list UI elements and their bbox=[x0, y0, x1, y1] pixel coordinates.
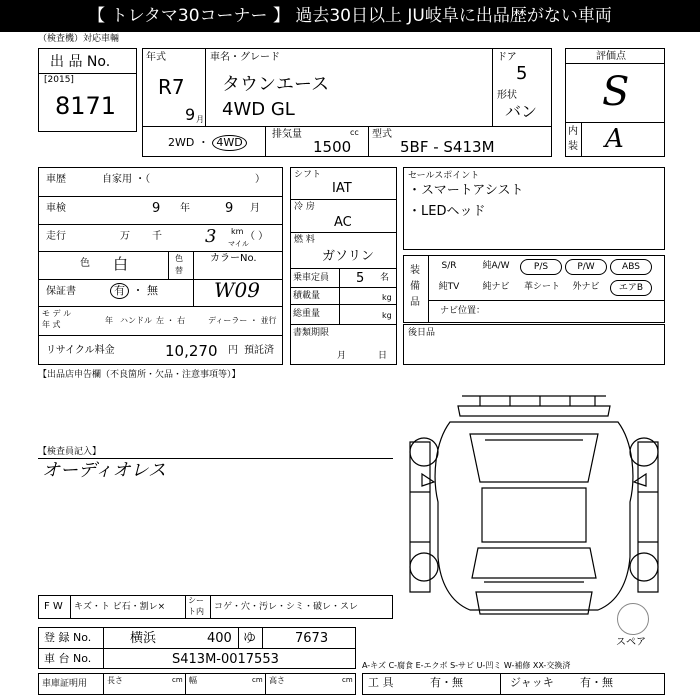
plate-number: 7673 bbox=[295, 631, 329, 646]
model-year-label-1: モ デ ル bbox=[42, 309, 72, 318]
vehicle-cert-length-cm: cm bbox=[172, 676, 183, 684]
recycle-value: 10,270 bbox=[165, 342, 218, 360]
model-year-left-right: 左 ・ 右 bbox=[156, 316, 186, 325]
report-header: 【出品店申告欄（不良箇所・欠品・注意事項等）】 bbox=[38, 370, 241, 380]
gross-unit: kg bbox=[382, 311, 392, 320]
shape-label: 形状 bbox=[497, 90, 517, 101]
equip-airbag: エアB bbox=[610, 280, 652, 296]
equip-genuine-navi: 純ナビ bbox=[482, 282, 510, 292]
subtitle: （検査機）対応車輛 bbox=[38, 34, 120, 44]
score-label: 評価点 bbox=[596, 51, 626, 62]
banner-text: 【 トレタマ30コーナー 】 過去30日以上 JU岐阜に出品歴がない車両 bbox=[88, 6, 612, 26]
plate-class: 400 bbox=[207, 631, 232, 646]
fuel-label: 燃 料 bbox=[294, 235, 315, 245]
mileage-paren: （ ） bbox=[245, 231, 269, 242]
aircon-value: AC bbox=[334, 215, 352, 230]
gross-label: 総重量 bbox=[293, 309, 321, 319]
interior-value: A bbox=[605, 124, 624, 154]
mileage-sen: 千 bbox=[152, 231, 162, 242]
shift-value: IAT bbox=[332, 181, 352, 196]
deadline-month: 月 bbox=[337, 351, 347, 361]
chassis-label: 車 台 No. bbox=[44, 652, 92, 665]
deadline-day: 日 bbox=[378, 351, 388, 361]
warranty-sep: ・ bbox=[132, 284, 144, 297]
shape-value: バン bbox=[505, 102, 538, 121]
warranty-yes: 有 bbox=[110, 283, 129, 299]
vehicle-cert-width: 幅 bbox=[189, 676, 197, 685]
mileage-unit-mile: マイル bbox=[228, 240, 249, 248]
lot-number: 8171 bbox=[55, 92, 117, 120]
history-label: 車歴 bbox=[46, 174, 66, 185]
equipment-label-1: 装 bbox=[410, 265, 420, 276]
vehicle-cert-length: 長さ bbox=[107, 676, 123, 685]
recycle-unit: 円 bbox=[228, 345, 238, 356]
history-value: 自家用 ・（ bbox=[102, 174, 151, 185]
deadline-label: 書類期限 bbox=[293, 328, 330, 338]
year-month-unit: 月 bbox=[196, 115, 204, 124]
inspection-year: 9 bbox=[152, 201, 161, 216]
model-code-label: 型式 bbox=[372, 129, 392, 140]
car-model: タウンエース bbox=[222, 74, 330, 95]
recycle-note: 預託済 bbox=[244, 345, 274, 356]
drive-row bbox=[168, 135, 247, 151]
equip-leather-seat: 革シート bbox=[523, 282, 560, 292]
vehicle-cert-height-cm: cm bbox=[342, 676, 353, 684]
equip-power-steering: P/S bbox=[520, 259, 562, 275]
inspection-label: 車検 bbox=[46, 203, 66, 214]
selling-point-2: ・LEDヘッド bbox=[408, 204, 486, 219]
fuel-value: ガソリン bbox=[322, 249, 375, 264]
arrival-label: 後日品 bbox=[408, 328, 436, 338]
capacity-label: 乗車定員 bbox=[293, 273, 330, 283]
warranty-label: 保証書 bbox=[46, 286, 76, 297]
chassis-value: S413M-0017553 bbox=[172, 652, 279, 667]
plate-kana: ゆ bbox=[243, 631, 257, 646]
equip-power-window: P/W bbox=[565, 259, 607, 275]
inspection-month: 9 bbox=[225, 201, 234, 216]
inspector-label: 【検査員記入】 bbox=[38, 447, 102, 457]
inspection-month-unit: 月 bbox=[250, 203, 260, 214]
mileage-value: 3 bbox=[205, 226, 217, 247]
jack-value: 有・無 bbox=[580, 676, 613, 689]
interior-label-2: 装 bbox=[568, 141, 578, 152]
equip-navi-position: ナビ位置： bbox=[440, 306, 486, 316]
doors-value: 5 bbox=[516, 63, 528, 84]
codes-legend: A-キズ C-腐食 E-エクボ S-サビ U-凹ミ W-補修 XX-交換済 bbox=[362, 661, 571, 670]
load-label: 積載量 bbox=[293, 291, 321, 301]
capacity-value: 5 bbox=[356, 271, 365, 286]
equip-external-navi: 外ナビ bbox=[572, 282, 600, 292]
legend-seat-1: シー bbox=[188, 596, 204, 605]
mileage-unit-km: km bbox=[231, 227, 244, 236]
aircon-label: 冷 房 bbox=[294, 202, 315, 212]
selling-point-1: ・スマートアシスト bbox=[408, 183, 524, 198]
vehicle-cert-width-cm: cm bbox=[252, 676, 263, 684]
interior-label-1: 内 bbox=[568, 126, 578, 137]
capacity-unit: 名 bbox=[380, 273, 390, 283]
model-year-label-2: 年 式 bbox=[42, 320, 61, 329]
year-label: 年式 bbox=[146, 52, 166, 63]
vehicle-cert-height: 高さ bbox=[269, 676, 285, 685]
warranty-no: 無 bbox=[147, 284, 158, 297]
equipment-label-2: 備 bbox=[410, 281, 420, 292]
drive-4wd: 4WD bbox=[212, 135, 246, 151]
legend-seat-text: コゲ・穴・汚レ・シミ・破レ・スレ bbox=[214, 602, 359, 612]
selling-points-label: セールスポイント bbox=[408, 171, 480, 181]
arrival-box bbox=[403, 324, 665, 365]
displacement-value: 1500 bbox=[313, 138, 352, 156]
recycle-label: リサイクル料金 bbox=[46, 345, 115, 356]
lot-label: 出 品 No. bbox=[50, 54, 111, 70]
color-code-label: カラーNo. bbox=[210, 253, 257, 264]
score-value: S bbox=[602, 69, 630, 115]
equipment-label-3: 品 bbox=[410, 297, 420, 308]
drive-dot: ・ bbox=[197, 136, 209, 149]
color-change-2: 替 bbox=[175, 266, 183, 275]
vehicle-cert-label: 車庫証明用 bbox=[42, 679, 88, 689]
equip-genuine-tv: 純TV bbox=[438, 282, 460, 292]
lot-year-tag: [2015] bbox=[44, 75, 74, 85]
year-era: R7 bbox=[158, 75, 185, 99]
mileage-label: 走行 bbox=[46, 231, 66, 242]
doors-label: ドア bbox=[497, 52, 517, 63]
legend-fw: F W bbox=[44, 601, 63, 612]
mileage-man: 万 bbox=[120, 231, 130, 242]
tools-label: 工 具 bbox=[368, 676, 394, 689]
plate-label: 登 録 No. bbox=[44, 631, 92, 644]
jack-label: ジャッキ bbox=[510, 676, 554, 689]
drive-2wd: 2WD bbox=[168, 136, 195, 149]
car-diagram bbox=[400, 382, 668, 622]
model-year-dealer: ディーラー ・ 並行 bbox=[208, 316, 277, 325]
model-year-year: 年 bbox=[105, 316, 113, 325]
warranty-options bbox=[110, 283, 158, 299]
legend-seat-2: ト内 bbox=[188, 607, 204, 616]
spare-label: スペア bbox=[616, 637, 646, 648]
year-month: 9 bbox=[185, 105, 196, 124]
shift-label: シフト bbox=[294, 170, 322, 180]
history-close: ） bbox=[255, 174, 265, 185]
equip-alloy-wheel: 純A/W bbox=[482, 261, 510, 271]
inspection-year-unit: 年 bbox=[180, 203, 190, 214]
displacement-label: 排気量 bbox=[272, 129, 302, 140]
plate-area: 横浜 bbox=[130, 631, 157, 646]
displacement-unit: cc bbox=[350, 128, 359, 137]
color-code: W09 bbox=[214, 278, 261, 302]
color-label: 色 bbox=[80, 258, 90, 269]
equip-sr: S/R bbox=[441, 261, 457, 271]
spare-circle bbox=[617, 603, 649, 635]
load-unit: kg bbox=[382, 293, 392, 302]
inspector-note: オーディオレス bbox=[42, 460, 167, 481]
legend-fw-text: キズ・ト ビ石・割レ× bbox=[74, 602, 166, 612]
equip-abs: ABS bbox=[610, 259, 652, 275]
tools-value: 有・無 bbox=[430, 676, 463, 689]
color-value: 白 bbox=[113, 255, 129, 273]
car-grade: 4WD GL bbox=[222, 99, 295, 120]
name-label: 車名・グレード bbox=[210, 52, 280, 63]
model-year-handle: ハンドル bbox=[120, 316, 152, 325]
color-change-1: 色 bbox=[175, 254, 183, 263]
model-code-value: 5BF - S413M bbox=[400, 138, 495, 156]
